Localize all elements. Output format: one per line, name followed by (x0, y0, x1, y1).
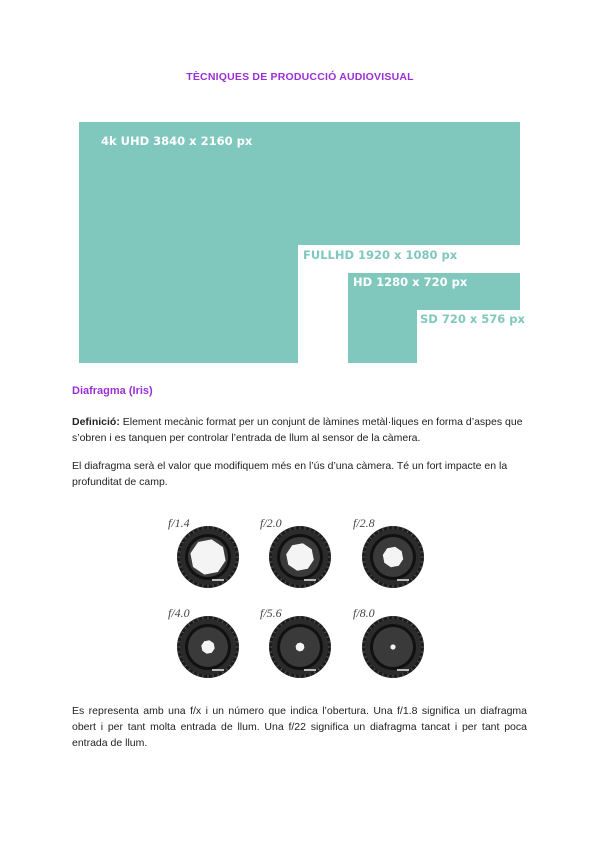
fullhd-label: FULLHD 1920 x 1080 px (303, 248, 458, 262)
lens-f8-0 (353, 606, 424, 678)
sd-block (348, 310, 417, 363)
lens-f1-4 (168, 516, 239, 588)
lens-f5-6 (260, 606, 331, 678)
definition-paragraph (72, 414, 527, 446)
fstop-label: f/4.0 (168, 606, 190, 620)
definition-text: Element mecànic format per un conjunt de làmines metàl·liques en forma d’aspes que s’obren i es tanquen per controlar l’entrada de llum al sensor de la càmera. (72, 416, 523, 444)
lens-f2-8 (353, 516, 424, 588)
page-title: TÈCNIQUES DE PRODUCCIÓ AUDIOVISUAL (186, 71, 414, 83)
fstop-label: f/2.8 (353, 516, 375, 530)
aperture-lens-figure (162, 505, 437, 683)
lens-f4-0 (168, 606, 239, 678)
lens-grid (162, 505, 437, 683)
paragraph-representation: Es representa amb una f/x i un número que indica l’obertura. Una f/1.8 significa un diafragma obert i per tant molta entrada de llum. Una f/22 significa un diafragma tancat i per tant poca entrada de llum. (72, 705, 527, 749)
fstop-label: f/8.0 (353, 606, 375, 620)
fstop-label: f/1.4 (168, 516, 190, 530)
fstop-label: f/5.6 (260, 606, 282, 620)
uhd-label: 4k UHD 3840 x 2160 px (101, 134, 253, 148)
fstop-label: f/2.0 (260, 516, 282, 530)
definition-label: Definició: (72, 416, 120, 428)
paragraph-impact: El diafragma serà el valor que modifiquem més en l’ús d’una càmera. Té un fort impacte en la profunditat de camp. (72, 460, 508, 488)
hd-label: HD 1280 x 720 px (353, 275, 468, 289)
sd-label: SD 720 x 576 px (420, 312, 525, 326)
lens-f2-0 (260, 516, 331, 588)
uhd-block-lower (79, 245, 298, 363)
section-heading: Diafragma (Iris) (72, 385, 153, 397)
